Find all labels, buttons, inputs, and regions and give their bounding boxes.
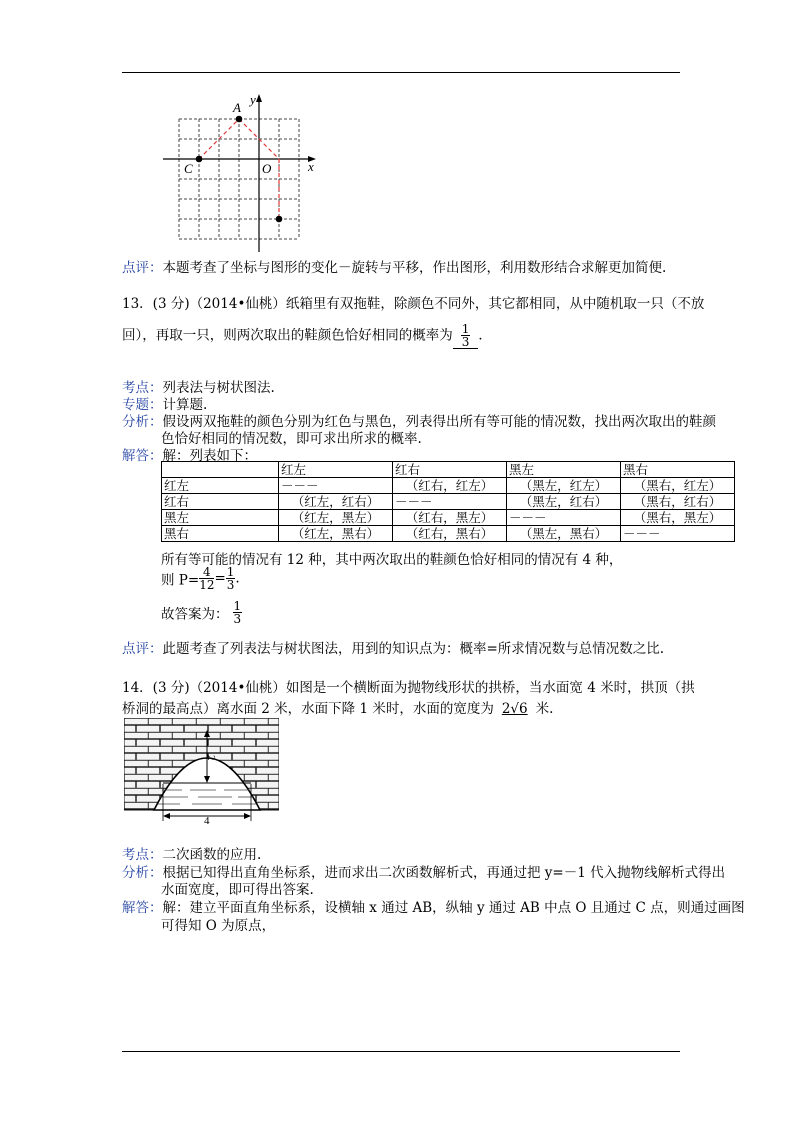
q14-kaodian-label: 考点： [122,847,163,863]
table-cell: 红左 [162,478,279,494]
q13-p-num2: 1 [226,565,235,579]
point-c [196,156,203,163]
q14-kaodian [122,843,261,863]
table-cell: （红左，黑左） [279,510,393,526]
label-c: C [184,161,193,176]
q12-comment-text: 本题考查了坐标与图形的变化－旋转与平移，作出图形，利用数形结合求解更加简便. [162,260,667,276]
height-label: 2 [205,755,217,761]
q13-p-den2: 3 [226,578,235,592]
q13-answer-line [161,600,242,625]
q14-jieda [122,896,745,916]
table-cell: 黑右 [621,462,735,478]
table-row [162,494,735,510]
q12-comment [122,256,666,276]
table-row [162,526,735,542]
q13-jieda-text: 解：列表如下： [162,448,257,464]
label-y: y [250,92,256,107]
q13-answer-den: 3 [233,612,242,626]
q13-zhuanti-label: 专题： [122,397,163,413]
q13-line1: 13．(3 分)（2014•仙桃）纸箱里有双拖鞋，除颜色不同外，其它都相同，从中随机取一只（不放 [122,296,705,312]
table-cell: 黑左 [507,462,621,478]
q13-p-pre: 则 P= [161,572,200,589]
table-cell: 红右 [393,462,507,478]
q13-line2 [122,323,492,349]
q13-fenxi-line1: 假设两双拖鞋的颜色分别为红色与黑色，列表得出所有等可能的情况数，找出两次取出的鞋颜 [162,414,716,430]
q14-line2 [122,697,553,717]
q14-jieda-label: 解答： [122,900,163,916]
q14-answer: 2√6 [501,701,528,717]
q13-dianping [122,637,664,657]
y-axis-arrow [256,94,262,102]
q14-fenxi-label: 分析： [122,865,163,881]
q13-p-num1: 4 [199,566,214,579]
width-arrow-left [163,813,170,819]
q13-line2-text: 回），再取一只，则两次取出的鞋颜色恰好相同的概率为 [122,327,453,344]
table-header-row [162,462,735,478]
q14-line1: 14．(3 分)（2014•仙桃）如图是一个横断面为抛物线形状的拱桥，当水面宽 4 米时，拱顶（拱 [122,680,695,696]
q12-comment-label: 点评： [122,260,163,276]
q13-jieda-label: 解答： [122,448,163,464]
q14-line2-end: 米. [535,701,554,717]
point-rotated [276,216,283,223]
table-cell: （红左，红右） [279,494,393,510]
q13-zhuanti-text: 计算题. [162,397,208,413]
q13-dianping-label: 点评： [122,641,163,657]
q13-p-eq: = [214,570,226,587]
q13-answer-frac [233,600,243,625]
table-cell: （黑左，黑右） [507,526,621,542]
q13-p-end: . [235,570,240,587]
table-cell: （黑右，红左） [621,478,735,494]
label-o: O [262,161,272,176]
q13-p-frac2 [226,566,236,591]
q13-answer [453,323,479,349]
table-cell: （红左，黑右） [279,526,393,542]
q13-p-frac1 [199,566,214,591]
probability-table [161,461,735,542]
q13-answer-fraction [461,323,471,348]
table-row [162,510,735,526]
table-cell: （红右，红左） [393,478,507,494]
table-cell: －－－ [507,510,621,526]
q13-ans-den: 3 [461,335,470,349]
q13-probability-line [161,566,240,591]
header-rule [122,72,680,73]
table-cell [162,462,279,478]
q14-line2-text: 桥洞的最高点）离水面 2 米，水面下降 1 米时，水面的宽度为 [122,701,494,717]
table-cell: 红左 [279,462,393,478]
table-cell: （黑右，红右） [621,494,735,510]
table-cell: －－－ [279,478,393,494]
table-cell: （黑左，红左） [507,478,621,494]
table-cell: （红右，黑左） [393,510,507,526]
table-row [162,478,735,494]
q14-fenxi-line2: 水面宽度，即可得出答案. [161,882,314,898]
label-x: x [308,159,314,174]
width-label: 4 [204,815,210,826]
q13-kaodian-label: 考点： [122,380,163,396]
q13-dianping-text: 此题考查了列表法与树状图法，用到的知识点为：概率=所求情况数与总情况数之比. [162,641,665,657]
parabolic-bridge-figure [124,718,279,826]
q13-p-den1: 12 [199,578,215,592]
q14-fenxi-line1: 根据已知得出直角坐标系，进而求出二次函数解析式，再通过把 y=－1 代入抛物线解析式得出 [162,865,726,881]
q13-ans-num: 1 [461,322,470,336]
coordinate-grid-figure [160,92,330,257]
table-cell: （黑左，红右） [507,494,621,510]
table-cell: 黑右 [162,526,279,542]
q14-jieda-line1: 解：建立平面直角坐标系，设横轴 x 通过 AB，纵轴 y 通过 AB 中点 O 且通过 C 点，则通过画图 [162,900,745,916]
q13-answer-num: 1 [233,599,242,613]
q13-answer-label: 故答案为： [161,606,229,623]
q13-fenxi-label: 分析： [122,414,163,430]
q13-line2-end: ． [478,327,492,344]
label-a: A [233,100,241,115]
q13-fenxi-line2: 色恰好相同的情况数，即可求出所求的概率. [161,431,422,447]
footer-rule [122,1051,680,1052]
q14-jieda-line2: 可得知 O 为原点， [161,918,276,934]
table-cell: －－－ [621,526,735,542]
q13-kaodian-text: 列表法与树状图法. [162,380,275,396]
q14-kaodian-text: 二次函数的应用. [162,847,262,863]
table-cell: （黑右，黑左） [621,510,735,526]
q13-count-line: 所有等可能的情况有 12 种，其中两次取出的鞋颜色恰好相同的情况有 4 种， [161,552,623,568]
table-cell: －－－ [393,494,507,510]
table-cell: 红右 [162,494,279,510]
width-arrow-right [244,813,251,819]
point-a [236,116,243,123]
table-cell: （红右，黑右） [393,526,507,542]
table-cell: 黑左 [162,510,279,526]
